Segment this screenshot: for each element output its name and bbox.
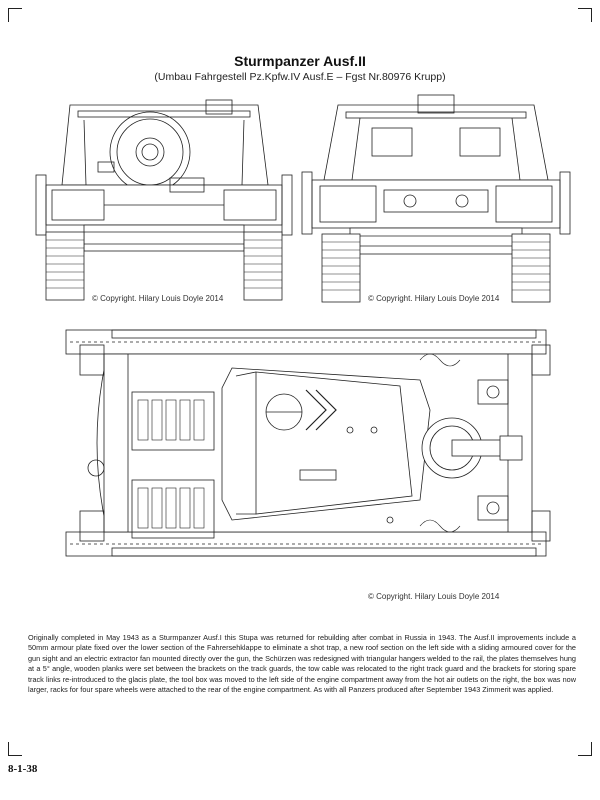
description-paragraph: Originally completed in May 1943 as a Sturmpanzer Ausf.I this Stupa was returned for rebuilding after combat in Russia in 1943. The Ausf.II improvements include a 50mm armour plate fixed over the lower section of the Fahrersehklappe to eliminate a shot trap, a new roof section on the left side with a sliding armoured cover for the gun sight and an electric extractor fan mounted directly over the gun, the Schürzen was redesigned with triangular hangers welded to the rail, the plates themselves hung at a 5° angle, wooden planks were set between the brackets on the track guards, the tow cable was relocated to the right track guard and the brackets for storing spare track links re-introduced to the glacis plate, the tool box was moved to the left side of the engine compartment away from the hot air outlets on the right, the box was now larger, racks for four spare wheels were attached to the rear of the engine compartment. As with all Panzers produced after September 1943 Zimmerit was applied. (28, 633, 576, 695)
top-view-drawing (66, 330, 550, 556)
front-view-drawing (36, 100, 292, 300)
page-subtitle: (Umbau Fahrgestell Pz.Kpfw.IV Ausf.E – Fgst Nr.80976 Krupp) (154, 71, 446, 83)
page-title: Sturmpanzer Ausf.II (234, 53, 366, 69)
top-view-copyright: © Copyright. Hilary Louis Doyle 2014 (368, 592, 500, 601)
rear-view-copyright: © Copyright. Hilary Louis Doyle 2014 (368, 294, 500, 303)
page-number: 8-1-38 (8, 763, 38, 775)
rear-view-drawing (302, 95, 570, 302)
front-view-copyright: © Copyright. Hilary Louis Doyle 2014 (92, 294, 224, 303)
